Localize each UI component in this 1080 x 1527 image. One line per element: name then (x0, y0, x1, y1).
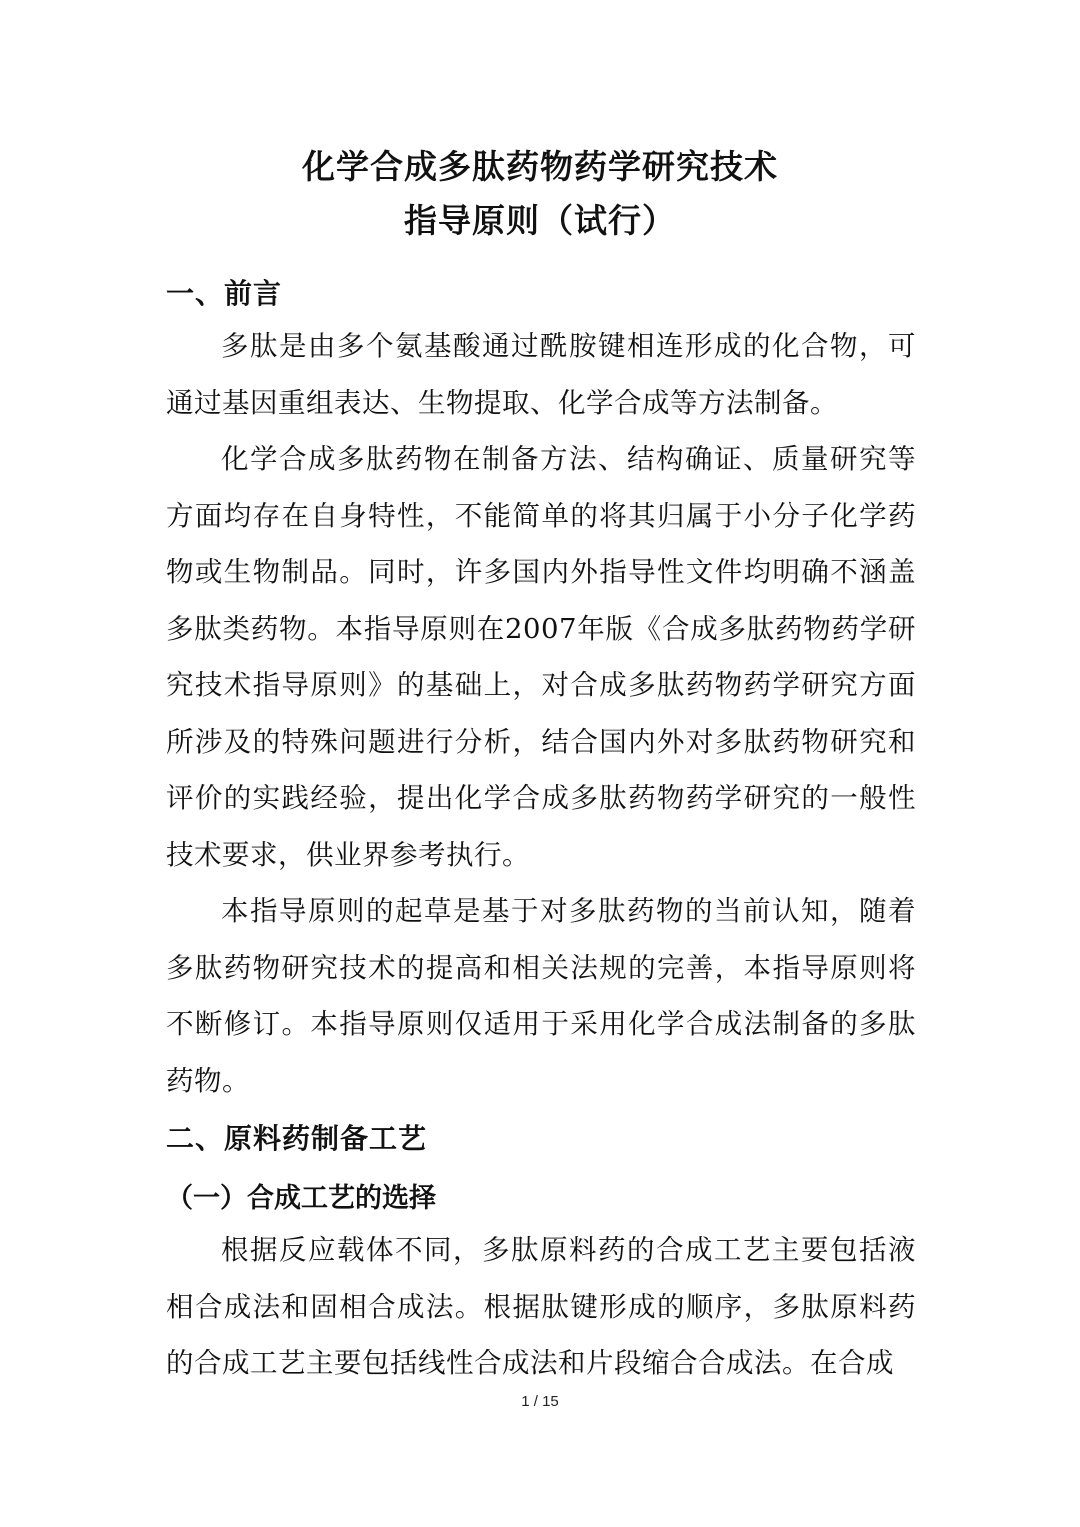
subsection-heading-route-selection: （一）合成工艺的选择 (166, 1183, 436, 1214)
document-title-line-2: 指导原则（试行） (404, 201, 676, 240)
paragraph-route-selection: 根据反应载体不同，多肽原料药的合成工艺主要包括液相合成法和固相合成法。根据肽键形成的顺序，多肽原料药的合成工艺主要包括线性合成法和片段缩合合成法。在合成 (166, 1234, 916, 1379)
page-number: 1 / 15 (521, 1393, 559, 1410)
paragraph-preface-1: 多肽是由多个氨基酸通过酰胺键相连形成的化合物，可通过基因重组表达、生物提取、化学合成等方法制备。 (166, 330, 916, 419)
paragraph-preface-3: 本指导原则的起草是基于对多肽药物的当前认知，随着多肽药物研究技术的提高和相关法规的完善，本指导原则将不断修订。本指导原则仅适用于采用化学合成法制备的多肽药物。 (166, 895, 916, 1097)
section-heading-preface: 一、前言 (166, 277, 283, 310)
paragraph-preface-2: 化学合成多肽药物在制备方法、结构确证、质量研究等方面均存在自身特性，不能简单的将其归属于小分子化学药物或生物制品。同时，许多国内外指导性文件均明确不涵盖多肽类药物。本指导原则在2007年版《合成多肽药物药学研究技术指导原则》的基础上，对合成多肽药物药学研究方面所涉及的特殊问题进行分析，结合国内外对多肽药物研究和评价的实践经验，提出化学合成多肽药物药学研究的一般性技术要求，供业界参考执行。 (166, 443, 916, 871)
document-title-line-1: 化学合成多肽药物药学研究技术 (302, 147, 778, 186)
section-heading-api-process: 二、原料药制备工艺 (166, 1122, 428, 1155)
